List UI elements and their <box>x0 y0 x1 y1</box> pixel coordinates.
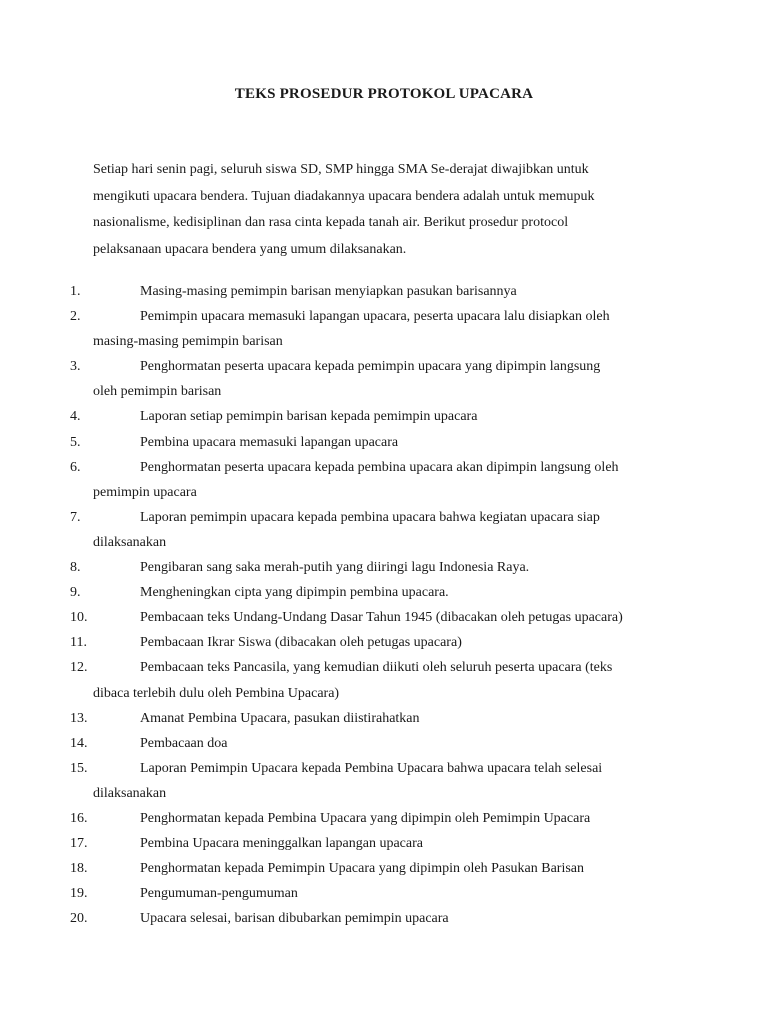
list-item <box>0 505 768 555</box>
list-item-text: Mengheningkan cipta yang dipimpin pembina upacara. <box>140 585 449 601</box>
list-item-text: Pengibaran sang saka merah-putih yang diiringi lagu Indonesia Raya. <box>140 560 530 576</box>
list-item-text: Pemimpin upacara memasuki lapangan upacara, peserta upacara lalu disiapkan oleh <box>140 309 610 325</box>
list-item <box>0 430 768 455</box>
list-item-text: Laporan pemimpin upacara kepada pembina upacara bahwa kegiatan upacara siap <box>140 509 600 525</box>
list-item-text: Pembina Upacara meninggalkan lapangan upacara <box>140 836 423 852</box>
intro-line: pelaksanaan upacara bendera yang umum dilaksanakan. <box>93 241 407 257</box>
list-item-number: 8. <box>70 560 81 576</box>
list-item-number: 7. <box>70 509 81 525</box>
list-item-text: Pengumuman-pengumuman <box>140 886 298 902</box>
list-item-text: Pembacaan teks Pancasila, yang kemudian diikuti oleh seluruh peserta upacara (teks <box>140 660 613 676</box>
list-item-number: 5. <box>70 434 81 450</box>
list-item-text: Pembacaan teks Undang-Undang Dasar Tahun 1945 (dibacakan oleh petugas upacara) <box>140 610 623 626</box>
list-item-text: Penghormatan kepada Pembina Upacara yang dipimpin oleh Pemimpin Upacara <box>140 810 591 826</box>
list-item <box>0 906 768 931</box>
list-item-text: Masing-masing pemimpin barisan menyiapkan pasukan barisannya <box>140 284 517 299</box>
list-item-text: Laporan Pemimpin Upacara kepada Pembina Upacara bahwa upacara telah selesai <box>140 760 603 776</box>
list-item-number: 9. <box>70 585 81 601</box>
document-title: TEKS PROSEDUR PROTOKOL UPACARA <box>234 86 534 102</box>
list-item-number: 10. <box>70 610 88 626</box>
list-item-number: 1. <box>70 284 81 299</box>
list-item <box>0 580 768 605</box>
list-item-text: Upacara selesai, barisan dibubarkan pemimpin upacara <box>140 911 449 927</box>
list-item <box>0 655 768 705</box>
list-item-text-continued: pemimpin upacara <box>93 484 197 500</box>
list-item-text-continued: dilaksanakan <box>93 785 167 801</box>
list-item-number: 11. <box>70 635 87 651</box>
list-item-number: 14. <box>70 735 88 751</box>
list-item-number: 19. <box>70 886 88 902</box>
procedure-list <box>0 279 768 931</box>
list-item <box>0 455 768 505</box>
list-item-text: Pembacaan doa <box>140 735 228 751</box>
list-item <box>0 630 768 655</box>
list-item-text: Penghormatan peserta upacara kepada pemimpin upacara yang dipimpin langsung <box>140 359 601 375</box>
intro-line: nasionalisme, kedisiplinan dan rasa cinta kepada tanah air. Berikut prosedur protocol <box>93 215 569 230</box>
list-item-text: Pembacaan Ikrar Siswa (dibacakan oleh petugas upacara) <box>140 635 462 651</box>
list-item <box>0 279 768 304</box>
list-item-number: 17. <box>70 836 88 852</box>
list-item <box>0 555 768 580</box>
list-item <box>0 605 768 630</box>
list-item-number: 13. <box>70 710 88 726</box>
intro-line: mengikuti upacara bendera. Tujuan diadakannya upacara bendera adalah untuk memupuk <box>93 188 595 204</box>
list-item-text-continued: oleh pemimpin barisan <box>93 384 222 400</box>
list-item-number: 16. <box>70 810 88 826</box>
list-item-number: 20. <box>70 911 88 927</box>
list-item <box>0 304 768 354</box>
list-item-text: Amanat Pembina Upacara, pasukan diistirahatkan <box>140 710 420 726</box>
list-item-number: 4. <box>70 409 81 425</box>
intro-line: Setiap hari senin pagi, seluruh siswa SD, SMP hingga SMA Se-derajat diwajibkan untuk <box>93 162 589 177</box>
list-item <box>0 881 768 906</box>
list-item-text-continued: dibaca terlebih dulu oleh Pembina Upacara) <box>93 685 340 701</box>
list-item-number: 18. <box>70 861 88 877</box>
list-item-number: 2. <box>70 309 81 325</box>
list-item-number: 12. <box>70 660 88 676</box>
list-item-text-continued: masing-masing pemimpin barisan <box>93 334 283 350</box>
list-item-number: 6. <box>70 459 81 475</box>
list-item <box>0 831 768 856</box>
list-item <box>0 731 768 756</box>
list-item-number: 3. <box>70 359 81 375</box>
list-item-text: Pembina upacara memasuki lapangan upacara <box>140 434 399 450</box>
intro-paragraph <box>93 157 693 263</box>
list-item <box>0 856 768 881</box>
list-item <box>0 706 768 731</box>
list-item-text: Laporan setiap pemimpin barisan kepada pemimpin upacara <box>140 409 478 425</box>
list-item-number: 15. <box>70 760 88 776</box>
list-item <box>0 756 768 806</box>
list-item <box>0 806 768 831</box>
list-item <box>0 354 768 404</box>
list-item-text: Penghormatan kepada Pemimpin Upacara yang dipimpin oleh Pasukan Barisan <box>140 861 585 877</box>
list-item <box>0 404 768 429</box>
list-item-text: Penghormatan peserta upacara kepada pembina upacara akan dipimpin langsung oleh <box>140 459 619 475</box>
list-item-text-continued: dilaksanakan <box>93 534 167 550</box>
